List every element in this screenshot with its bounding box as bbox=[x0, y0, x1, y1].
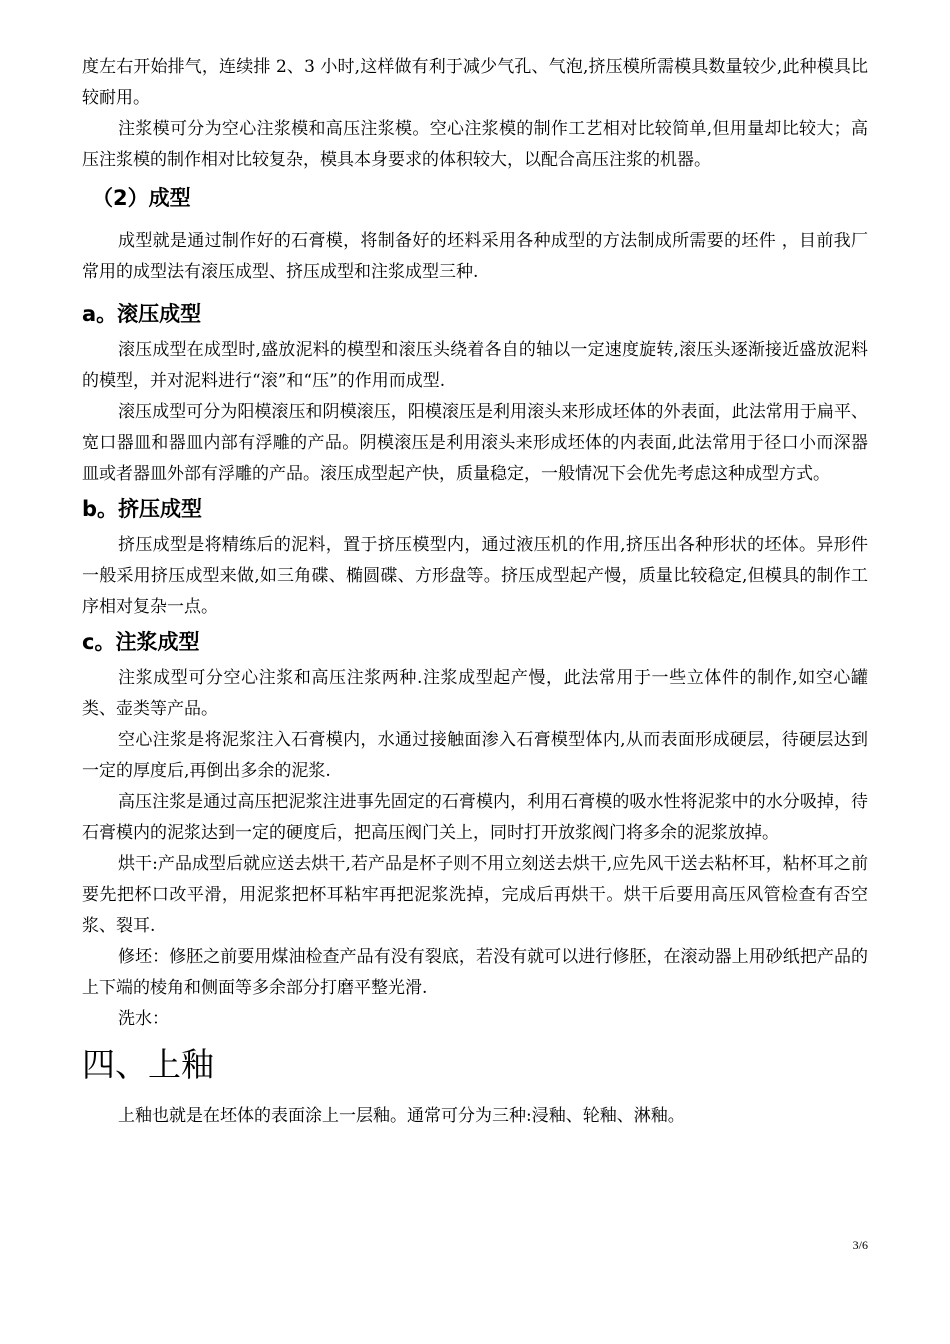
paragraph-roller-2: 滚压成型可分为阳模滚压和阴模滚压，阳模滚压是利用滚头来形成坯体的外表面，此法常用于扁平、宽口器皿和器皿内部有浮雕的产品。阴模滚压是利用滚头来形成坯体的内表面,此法常用于径口小而深器皿或者器皿外部有浮雕的产品。滚压成型起产快，质量稳定，一般情况下会优先考虑这种成型方式。 bbox=[82, 402, 868, 484]
paragraph-washing: 洗水： bbox=[118, 1009, 169, 1029]
page-number: 3/6 bbox=[852, 1238, 868, 1252]
paragraph-fettling: 修坯：修胚之前要用煤油检查产品有没有裂底，若没有就可以进行修胚，在滚动器上用砂纸把产品的上下端的棱角和侧面等多余部分打磨平整光滑. bbox=[82, 947, 868, 998]
paragraph-forming-intro: 成型就是通过制作好的石膏模，将制备好的坯料采用各种成型的方法制成所需要的坯件 ，目前我厂常用的成型法有滚压成型、挤压成型和注浆成型三种. bbox=[82, 231, 868, 282]
paragraph-slip-mold: 注浆模可分为空心注浆模和高压注浆模。空心注浆模的制作工艺相对比较简单,但用量却比较大；高压注浆模的制作相对比较复杂，模具本身要求的体积较大，以配合高压注浆的机器。 bbox=[82, 119, 868, 170]
paragraph-pressure-casting: 高压注浆是通过高压把泥浆注进事先固定的石膏模内，利用石膏模的吸水性将泥浆中的水分吸掉，待石膏模内的泥浆达到一定的硬度后，把高压阀门关上，同时打开放浆阀门将多余的泥浆放掉。 bbox=[82, 792, 868, 843]
paragraph-slip-casting: 注浆成型可分空心注浆和高压注浆两种.注浆成型起产慢，此法常用于一些立体件的制作,如空心罐类、壶类等产品。 bbox=[82, 668, 868, 719]
paragraph-exhaust: 度左右开始排气，连续排 2、3 小时,这样做有利于减少气孔、气泡,挤压模所需模具数量较少,此种模具比较耐用。 bbox=[82, 57, 868, 108]
paragraph-extrusion: 挤压成型是将精练后的泥料，置于挤压模型内，通过液压机的作用,挤压出各种形状的坯体。异形件一般采用挤压成型来做,如三角碟、椭圆碟、方形盘等。挤压成型起产慢，质量比较稳定,但模具的制作工序相对复杂一点。 bbox=[82, 535, 868, 617]
heading-extrusion-forming: b。挤压成型 bbox=[82, 497, 203, 521]
heading-forming: （2）成型 bbox=[92, 186, 191, 210]
paragraph-drying: 烘干:产品成型后就应送去烘干,若产品是杯子则不用立刻送去烘干,应先风干送去粘杯耳，粘杯耳之前要先把杯口改平滑，用泥浆把杯耳粘牢再把泥浆洗掉，完成后再烘干。烘干后要用高压风管检查有否空浆、裂耳. bbox=[82, 854, 868, 936]
paragraph-glazing: 上釉也就是在坯体的表面涂上一层釉。通常可分为三种:浸釉、轮釉、淋釉。 bbox=[118, 1106, 685, 1126]
document-body bbox=[82, 52, 868, 1132]
heading-roller-forming: a。滚压成型 bbox=[82, 302, 202, 326]
paragraph-roller-1: 滚压成型在成型时,盛放泥料的模型和滚压头绕着各自的轴以一定速度旋转,滚压头逐渐接近盛放泥料的模型，并对泥料进行“滚”和“压”的作用而成型. bbox=[82, 340, 868, 391]
heading-glazing: 四、上釉 bbox=[82, 1045, 214, 1084]
heading-slip-casting: c。注浆成型 bbox=[82, 630, 200, 654]
paragraph-hollow-casting: 空心注浆是将泥浆注入石膏模内，水通过接触面渗入石膏模型体内,从而表面形成硬层，待硬层达到一定的厚度后,再倒出多余的泥浆. bbox=[82, 730, 868, 781]
